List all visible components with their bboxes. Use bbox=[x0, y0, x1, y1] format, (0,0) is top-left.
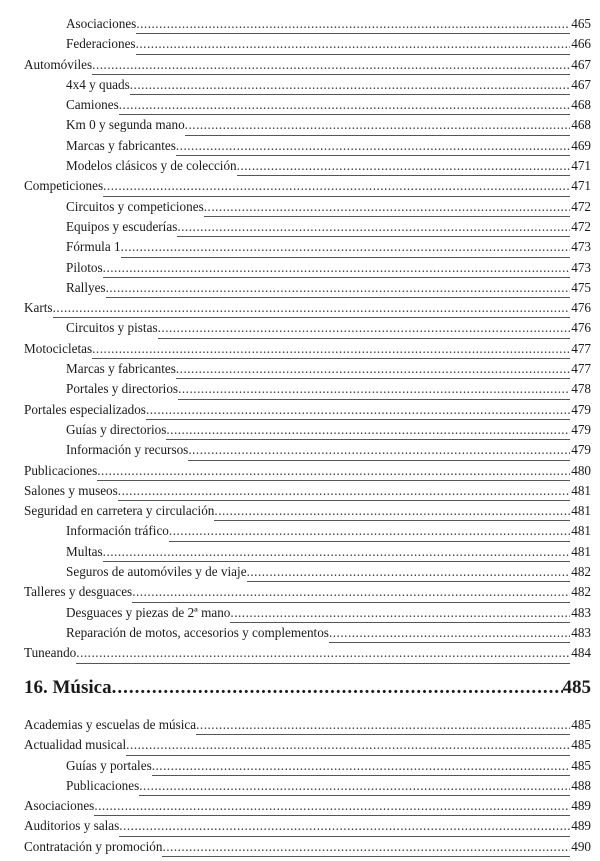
toc-entry-label: Karts bbox=[24, 298, 53, 318]
toc-entry bbox=[24, 461, 591, 481]
toc-entry-label: Equipos y escuderías bbox=[66, 217, 177, 237]
toc-entry-page-number: 475 bbox=[570, 278, 591, 298]
toc-entry-leader bbox=[188, 440, 570, 460]
toc-entry-page-number: 485 bbox=[570, 756, 591, 776]
toc-entry-label: Camiones bbox=[66, 95, 119, 115]
toc-entry-leader bbox=[214, 501, 570, 521]
toc-entry-label: Guías y portales bbox=[66, 756, 152, 776]
toc-entry-page-number: 478 bbox=[570, 379, 591, 399]
toc-entry-label: Circuitos y competiciones bbox=[66, 197, 204, 217]
toc-entry bbox=[24, 643, 591, 663]
toc-entry bbox=[24, 55, 591, 75]
toc-entry-leader bbox=[118, 481, 570, 501]
toc-entry-page-number: 476 bbox=[570, 318, 591, 338]
toc-entry bbox=[24, 400, 591, 420]
toc-entry bbox=[24, 176, 591, 196]
toc-entry bbox=[66, 379, 591, 399]
toc-entry-page-number: 467 bbox=[570, 55, 591, 75]
toc-entry-label: Rallyes bbox=[66, 278, 106, 298]
toc-entry-label: Modelos clásicos y de colección bbox=[66, 156, 237, 176]
toc-entry-page-number: 482 bbox=[570, 562, 591, 582]
toc-entry-label: Marcas y fabricantes bbox=[66, 359, 176, 379]
section-page-number: 485 bbox=[562, 677, 591, 698]
toc-entry-label: Información y recursos bbox=[66, 440, 188, 460]
toc-entry-page-number: 468 bbox=[570, 115, 591, 135]
toc-entry-label: Auditorios y salas bbox=[24, 816, 119, 836]
toc-entry-leader bbox=[92, 55, 570, 75]
toc-entry bbox=[66, 197, 591, 217]
toc-entry-label: Portales y directorios bbox=[66, 379, 178, 399]
toc-entry bbox=[66, 115, 591, 135]
toc-entry bbox=[66, 75, 591, 95]
toc-entry-label: Seguridad en carretera y circulación bbox=[24, 501, 214, 521]
toc-entry-page-number: 467 bbox=[570, 75, 591, 95]
toc-entry-label: Seguros de automóviles y de viaje bbox=[66, 562, 247, 582]
toc-entry-label: Asociaciones bbox=[66, 14, 136, 34]
toc-entry-leader bbox=[169, 521, 570, 541]
toc-entry-label: Salones y museos bbox=[24, 481, 118, 501]
toc-entry-page-number: 481 bbox=[570, 521, 591, 541]
toc-entry bbox=[66, 420, 591, 440]
toc-entry-label: Km 0 y segunda mano bbox=[66, 115, 185, 135]
toc-entry bbox=[66, 603, 591, 623]
toc-entry bbox=[24, 298, 591, 318]
toc-entry-label: Automóviles bbox=[24, 55, 92, 75]
toc-entry-leader bbox=[152, 756, 571, 776]
toc-entry bbox=[66, 623, 591, 643]
toc-entry-page-number: 481 bbox=[570, 501, 591, 521]
toc-entry bbox=[24, 715, 591, 735]
toc-entry bbox=[66, 359, 591, 379]
toc-entry bbox=[66, 217, 591, 237]
toc-entry bbox=[24, 837, 591, 857]
toc-entry-page-number: 465 bbox=[570, 14, 591, 34]
toc-entry bbox=[66, 136, 591, 156]
toc-entry-leader bbox=[132, 582, 570, 602]
toc-entry-leader bbox=[158, 318, 571, 338]
toc-entry-page-number: 477 bbox=[570, 359, 591, 379]
toc-list-bottom bbox=[24, 715, 591, 857]
toc-entry-page-number: 469 bbox=[570, 136, 591, 156]
toc-entry-label: Reparación de motos, accesorios y complementos bbox=[66, 623, 329, 643]
toc-entry-page-number: 482 bbox=[570, 582, 591, 602]
toc-entry-leader bbox=[176, 136, 570, 156]
toc-entry-page-number: 473 bbox=[570, 258, 591, 278]
toc-entry-leader bbox=[139, 776, 570, 796]
toc-entry bbox=[66, 318, 591, 338]
toc-entry-page-number: 489 bbox=[570, 816, 591, 836]
toc-entry-leader bbox=[146, 400, 570, 420]
toc-entry-label: Multas bbox=[66, 542, 103, 562]
toc-entry-label: Actualidad musical bbox=[24, 735, 126, 755]
toc-entry bbox=[24, 501, 591, 521]
section-title: 16. Música bbox=[24, 677, 112, 698]
toc-entry-label: Circuitos y pistas bbox=[66, 318, 158, 338]
section-leader bbox=[112, 675, 563, 701]
toc-entry bbox=[24, 582, 591, 602]
toc-entry-label: Asociaciones bbox=[24, 796, 94, 816]
toc-entry-page-number: 480 bbox=[570, 461, 591, 481]
toc-entry-leader bbox=[130, 75, 570, 95]
toc-entry-label: Publicaciones bbox=[66, 776, 139, 796]
toc-entry-label: Tuneando bbox=[24, 643, 76, 663]
toc-entry-leader bbox=[106, 278, 571, 298]
section-heading bbox=[24, 675, 591, 701]
toc-entry-label: Marcas y fabricantes bbox=[66, 136, 176, 156]
toc-entry-leader bbox=[119, 95, 570, 115]
toc-entry-page-number: 488 bbox=[570, 776, 591, 796]
toc-entry-leader bbox=[136, 14, 570, 34]
toc-entry bbox=[24, 339, 591, 359]
toc-entry-page-number: 484 bbox=[570, 643, 591, 663]
toc-entry-page-number: 472 bbox=[570, 217, 591, 237]
toc-entry-leader bbox=[97, 461, 570, 481]
toc-entry bbox=[66, 776, 591, 796]
toc-entry-label: Información tráfico bbox=[66, 521, 169, 541]
toc-entry-label: Fórmula 1 bbox=[66, 237, 121, 257]
toc-entry-leader bbox=[103, 258, 571, 278]
toc-entry-leader bbox=[166, 420, 570, 440]
toc-entry-page-number: 483 bbox=[570, 623, 591, 643]
toc-entry bbox=[66, 278, 591, 298]
toc-entry-label: Talleres y desguaces bbox=[24, 582, 132, 602]
toc-entry bbox=[66, 542, 591, 562]
toc-entry-page-number: 481 bbox=[570, 542, 591, 562]
toc-entry bbox=[66, 440, 591, 460]
toc-entry-page-number: 471 bbox=[570, 156, 591, 176]
toc-entry-leader bbox=[237, 156, 571, 176]
toc-entry-page-number: 473 bbox=[570, 237, 591, 257]
toc-entry-leader bbox=[136, 34, 571, 54]
toc-entry bbox=[66, 34, 591, 54]
toc-entry-label: Motocicletas bbox=[24, 339, 92, 359]
toc-entry-page-number: 477 bbox=[570, 339, 591, 359]
toc-entry-leader bbox=[329, 623, 570, 643]
toc-entry-page-number: 479 bbox=[570, 440, 591, 460]
toc-entry bbox=[24, 735, 591, 755]
toc-entry-page-number: 483 bbox=[570, 603, 591, 623]
toc-entry bbox=[66, 237, 591, 257]
toc-entry-leader bbox=[176, 359, 570, 379]
toc-entry-leader bbox=[119, 816, 570, 836]
toc-entry-label: Academias y escuelas de música bbox=[24, 715, 196, 735]
toc-entry-leader bbox=[92, 339, 570, 359]
toc-entry-leader bbox=[185, 115, 571, 135]
toc-list-top bbox=[24, 14, 591, 664]
toc-entry-page-number: 472 bbox=[570, 197, 591, 217]
toc-entry bbox=[24, 481, 591, 501]
toc-entry-label: Desguaces y piezas de 2ª mano bbox=[66, 603, 230, 623]
toc-entry-leader bbox=[162, 837, 570, 857]
toc-entry-label: Pilotos bbox=[66, 258, 103, 278]
toc-entry bbox=[24, 796, 591, 816]
toc-entry-leader bbox=[53, 298, 571, 318]
toc-entry bbox=[66, 756, 591, 776]
toc-entry-label: Portales especializados bbox=[24, 400, 146, 420]
toc-entry-leader bbox=[247, 562, 571, 582]
toc-entry-page-number: 489 bbox=[570, 796, 591, 816]
toc-entry-page-number: 471 bbox=[570, 176, 591, 196]
toc-entry-leader bbox=[196, 715, 570, 735]
toc-entry-page-number: 481 bbox=[570, 481, 591, 501]
toc-entry bbox=[66, 14, 591, 34]
toc-entry-leader bbox=[121, 237, 571, 257]
toc-entry-label: Competiciones bbox=[24, 176, 103, 196]
toc-entry bbox=[66, 562, 591, 582]
toc-entry-page-number: 479 bbox=[570, 400, 591, 420]
toc-entry-leader bbox=[230, 603, 570, 623]
toc-entry-leader bbox=[76, 643, 570, 663]
toc-entry-page-number: 468 bbox=[570, 95, 591, 115]
toc-entry-leader bbox=[178, 379, 570, 399]
toc-entry-label: Contratación y promoción bbox=[24, 837, 162, 857]
toc-entry-leader bbox=[204, 197, 571, 217]
toc-entry-label: Guías y directorios bbox=[66, 420, 166, 440]
toc-entry bbox=[66, 156, 591, 176]
toc-entry-page-number: 466 bbox=[570, 34, 591, 54]
toc-entry bbox=[24, 816, 591, 836]
toc-entry-page-number: 485 bbox=[570, 715, 591, 735]
toc-entry-page-number: 490 bbox=[570, 837, 591, 857]
toc-entry-leader bbox=[94, 796, 570, 816]
toc-entry bbox=[66, 258, 591, 278]
toc-entry-page-number: 479 bbox=[570, 420, 591, 440]
toc-entry-leader bbox=[177, 217, 570, 237]
toc-entry-label: Publicaciones bbox=[24, 461, 97, 481]
toc-entry-leader bbox=[126, 735, 570, 755]
toc-entry-leader bbox=[103, 176, 570, 196]
toc-entry bbox=[66, 95, 591, 115]
toc-entry-page-number: 485 bbox=[570, 735, 591, 755]
toc-entry-leader bbox=[103, 542, 571, 562]
toc-entry-label: 4x4 y quads bbox=[66, 75, 130, 95]
toc-entry-page-number: 476 bbox=[570, 298, 591, 318]
toc-entry bbox=[66, 521, 591, 541]
toc-entry-label: Federaciones bbox=[66, 34, 136, 54]
